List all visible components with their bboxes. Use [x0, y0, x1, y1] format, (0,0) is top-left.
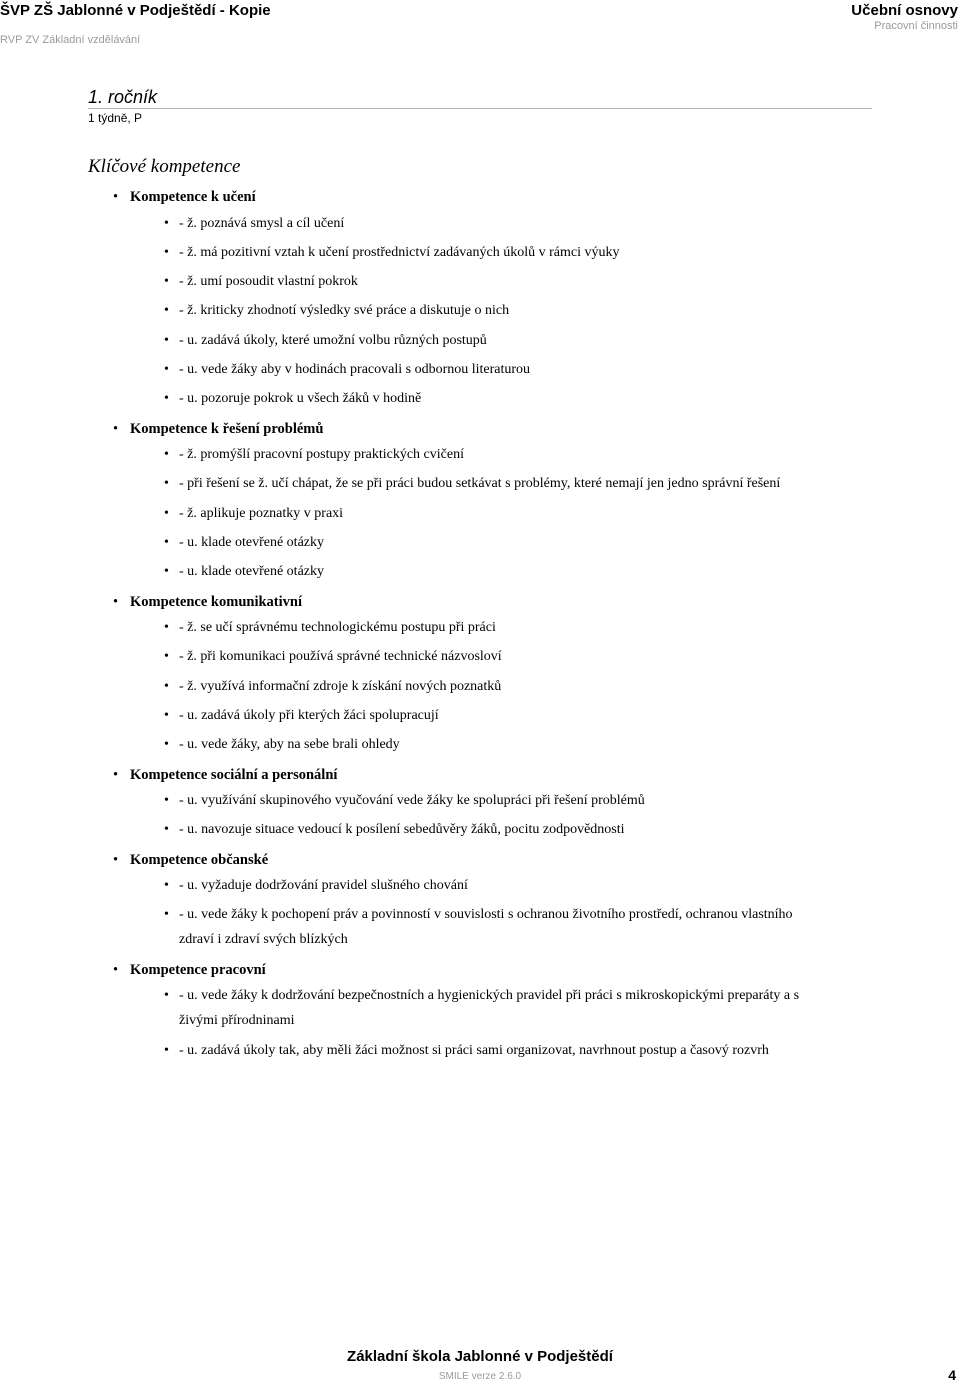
competence-item: [0, 269, 960, 294]
bullet-icon: •: [164, 332, 169, 348]
bullet-icon: •: [113, 766, 119, 783]
footer-school-name: Základní škola Jablonné v Podještědí: [347, 1348, 613, 1365]
bullet-icon: •: [113, 851, 119, 868]
competence-item-text: - ž. kriticky zhodnotí výsledky své práce a diskutuje o nich: [179, 303, 510, 319]
bullet-icon: •: [164, 822, 169, 838]
competence-category-label: Kompetence komunikativní: [130, 593, 302, 610]
competence-item: [0, 674, 960, 699]
competence-item: [0, 732, 960, 757]
competence-item-text: - u. navozuje situace vedoucí k posílení sebedůvěry žáků, pocitu zodpovědnosti: [179, 822, 625, 838]
grade-hours: 1 týdně, P: [88, 111, 143, 125]
competence-item: [0, 873, 960, 898]
competence-item: [0, 328, 960, 353]
competence-category: [0, 762, 960, 789]
document-title: ŠVP ZŠ Jablonné v Podještědí - Kopie: [0, 2, 271, 19]
competence-item: [0, 703, 960, 728]
bullet-icon: •: [164, 649, 169, 665]
competence-item-text: - ž. využívá informační zdroje k získání nových poznatků: [179, 678, 502, 694]
bullet-icon: •: [164, 476, 169, 492]
competence-item-text: - ž. poznává smysl a cíl učení: [179, 215, 345, 231]
document-subtitle: RVP ZV Základní vzdělávání: [0, 34, 141, 46]
competence-item-text: - ž. se učí správnému technologickému postupu při práci: [179, 620, 496, 636]
competence-category: [0, 184, 960, 211]
competence-item: [0, 983, 960, 1033]
competence-item: [0, 501, 960, 526]
bullet-icon: •: [164, 678, 169, 694]
competence-item: [0, 1038, 960, 1063]
competence-item-text: - u. klade otevřené otázky: [179, 534, 324, 550]
competence-item-text: - u. pozoruje pokrok u všech žáků v hodině: [179, 391, 422, 407]
competence-item: [0, 442, 960, 467]
bullet-icon: •: [164, 274, 169, 290]
competence-item-text: - u. zadává úkoly tak, aby měli žáci možnost si práci sami organizovat, navrhnout postup a časový rozvrh: [179, 1042, 769, 1058]
bullet-icon: •: [164, 361, 169, 377]
header-right: [851, 2, 958, 32]
competence-item-text: - u. vyžaduje dodržování pravidel slušného chování: [179, 878, 468, 894]
bullet-icon: •: [164, 303, 169, 319]
competence-item-text: - u. klade otevřené otázky: [179, 564, 324, 580]
competence-item-text: - u. využívání skupinového vyučování vede žáky ke spolupráci při řešení problémů: [179, 793, 645, 809]
competence-category: [0, 847, 960, 874]
bullet-icon: •: [164, 907, 169, 923]
competence-item: [0, 902, 960, 952]
bullet-icon: •: [164, 391, 169, 407]
bullet-icon: •: [113, 189, 119, 205]
bullet-icon: •: [113, 420, 119, 437]
competence-item-text: - u. vede žáky, aby na sebe brali ohledy: [179, 737, 400, 753]
competence-item: [0, 471, 960, 496]
competence-item: [0, 644, 960, 669]
footer-version: SMILE verze 2.6.0: [438, 1371, 522, 1382]
bullet-icon: •: [164, 534, 169, 550]
section-title: Učební osnovy: [851, 2, 958, 19]
competence-category: [0, 416, 960, 443]
bullet-icon: •: [113, 961, 119, 978]
bullet-icon: •: [164, 988, 169, 1004]
competence-item: [0, 615, 960, 640]
bullet-icon: •: [113, 593, 119, 610]
competence-item: [0, 240, 960, 265]
bullet-icon: •: [164, 707, 169, 723]
bullet-icon: •: [164, 244, 169, 260]
competence-category: [0, 589, 960, 616]
competence-item: [0, 559, 960, 584]
bullet-icon: •: [164, 620, 169, 636]
competence-item-text: - u. vede žáky aby v hodinách pracovali s odbornou literaturou: [179, 361, 531, 377]
competence-item: [0, 211, 960, 236]
bullet-icon: •: [164, 737, 169, 753]
competence-list: [0, 184, 960, 1067]
bullet-icon: •: [164, 878, 169, 894]
bullet-icon: •: [164, 564, 169, 580]
competence-category-label: Kompetence občanské: [130, 851, 269, 868]
competence-item-text: - ž. promýšlí pracovní postupy praktických cvičení: [179, 447, 464, 463]
competence-item: [0, 788, 960, 813]
bullet-icon: •: [164, 447, 169, 463]
competence-item: [0, 386, 960, 411]
competence-item: [0, 357, 960, 382]
competence-item: [0, 298, 960, 323]
bullet-icon: •: [164, 215, 169, 231]
competence-item-text: - u. vede žáky k dodržování bezpečnostních a hygienických pravidel při práci s mikroskopickými preparáty a s živými přírodninami: [179, 988, 800, 1029]
competence-category-label: Kompetence sociální a personální: [130, 766, 338, 783]
competence-category-label: Kompetence pracovní: [130, 961, 266, 978]
competence-item-text: - ž. umí posoudit vlastní pokrok: [179, 274, 358, 290]
bullet-icon: •: [164, 505, 169, 521]
competence-item-text: - ž. má pozitivní vztah k učení prostřednictví zadávaných úkolů v rámci výuky: [179, 244, 620, 260]
competence-category-label: Kompetence k učení: [130, 189, 256, 205]
grade-heading: 1. ročník: [88, 86, 872, 109]
competence-item-text: - ž. při komunikaci používá správné technické názvosloví: [179, 649, 502, 665]
competence-item-text: - při řešení se ž. učí chápat, že se při práci budou setkávat s problémy, které nemají jen jedno správní řešení: [179, 476, 781, 492]
competence-category: [0, 957, 960, 984]
competence-item-text: - u. zadává úkoly, které umožní volbu různých postupů: [179, 332, 487, 348]
competence-item-text: - u. zadává úkoly při kterých žáci spolupracují: [179, 707, 439, 723]
competence-item: [0, 817, 960, 842]
competence-item: [0, 530, 960, 555]
competence-item-text: - ž. aplikuje poznatky v praxi: [179, 505, 344, 521]
competences-heading: Klíčové kompetence: [88, 156, 241, 177]
subject-name: Pracovní činnosti: [874, 20, 958, 32]
bullet-icon: •: [164, 793, 169, 809]
page-number: 4: [948, 1367, 956, 1383]
competence-category-label: Kompetence k řešení problémů: [130, 420, 324, 437]
bullet-icon: •: [164, 1042, 169, 1058]
competence-item-text: - u. vede žáky k pochopení práv a povinností v souvislosti s ochranou životního prostředí, ochranou vlastního zdraví i zdraví svých blízkých: [179, 907, 793, 948]
